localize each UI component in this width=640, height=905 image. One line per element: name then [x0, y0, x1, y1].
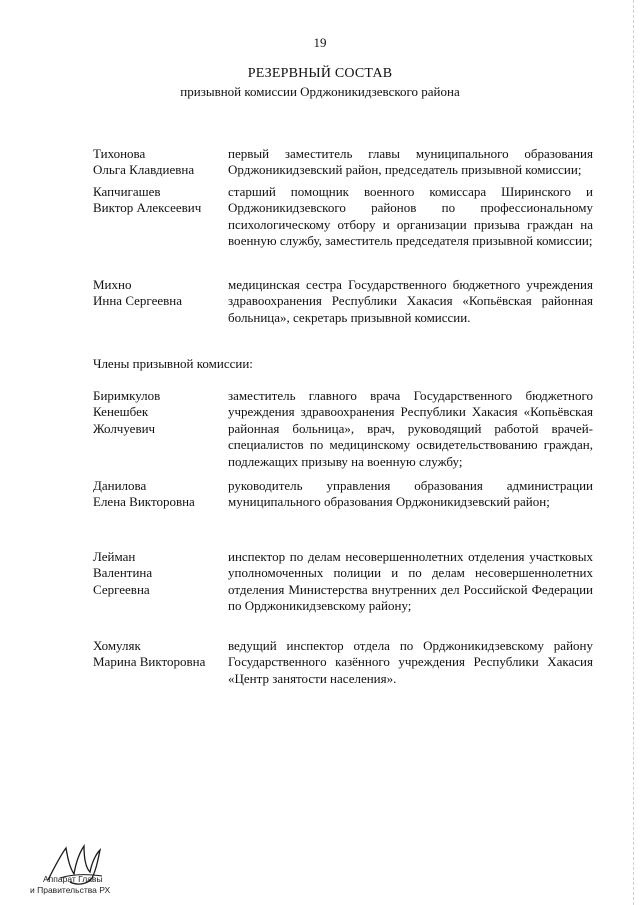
person-role: заместитель главного врача Государственного бюджетного учреждения здравоохранения Республики Хакасия «Копьёвская районная больница», врач, руководящий работой врачей-специалистов по медицинскому освидетельствованию граждан, подлежащих призыву на военную службу; [228, 388, 593, 469]
person-role: первый заместитель главы муниципального образования Орджоникидзевский район, председатель призывной комиссии; [228, 146, 593, 178]
person-role: ведущий инспектор отдела по Орджоникидзевскому району Государственного казённого учреждения Республики Хакасия «Центр занятости населения». [228, 638, 593, 686]
person-name: Данилова Елена Викторовна [93, 478, 195, 510]
person-name: Биримкулов Кенешбек Жолчуевич [93, 388, 161, 436]
person-role: медицинская сестра Государственного бюджетного учреждения здравоохранения Республики Хакасия «Копьёвская районная больница», секретарь призывной комиссии. [228, 277, 593, 325]
stamp-line-1: Аппарат Главы [43, 874, 103, 884]
official-stamp [30, 838, 150, 898]
person-role: старший помощник военного комиссара Ширинского и Орджоникидзевского районов по профессиональному психологическому отбору и организации призыва граждан на военную службу, заместитель председателя призывной комиссии; [228, 184, 593, 249]
document-title: РЕЗЕРВНЫЙ СОСТАВ [247, 66, 393, 81]
scan-edge-line [632, 0, 634, 905]
person-name: Хомуляк Марина Викторовна [93, 638, 206, 670]
person-name: Тихонова Ольга Клавдиевна [93, 146, 195, 178]
person-name: Михно Инна Сергеевна [93, 277, 182, 309]
members-heading: Члены призывной комиссии: [93, 356, 253, 371]
person-name: Лейман Валентина Сергеевна [93, 549, 153, 597]
page-number: 19 [313, 35, 327, 50]
person-role: руководитель управления образования администрации муниципального образования Орджоникидзевский район; [228, 478, 593, 510]
document-subtitle: призывной комиссии Орджоникидзевского района [180, 84, 460, 99]
person-role: инспектор по делам несовершеннолетних отделения участковых уполномоченных полиции и по делам несовершеннолетних отделения Министерства внутренних дел Российской Федерации по Орджоникидзевскому району; [228, 549, 593, 614]
person-name: Капчигашев Виктор Алексеевич [93, 184, 202, 216]
stamp-line-2: и Правительства РХ [30, 885, 111, 895]
